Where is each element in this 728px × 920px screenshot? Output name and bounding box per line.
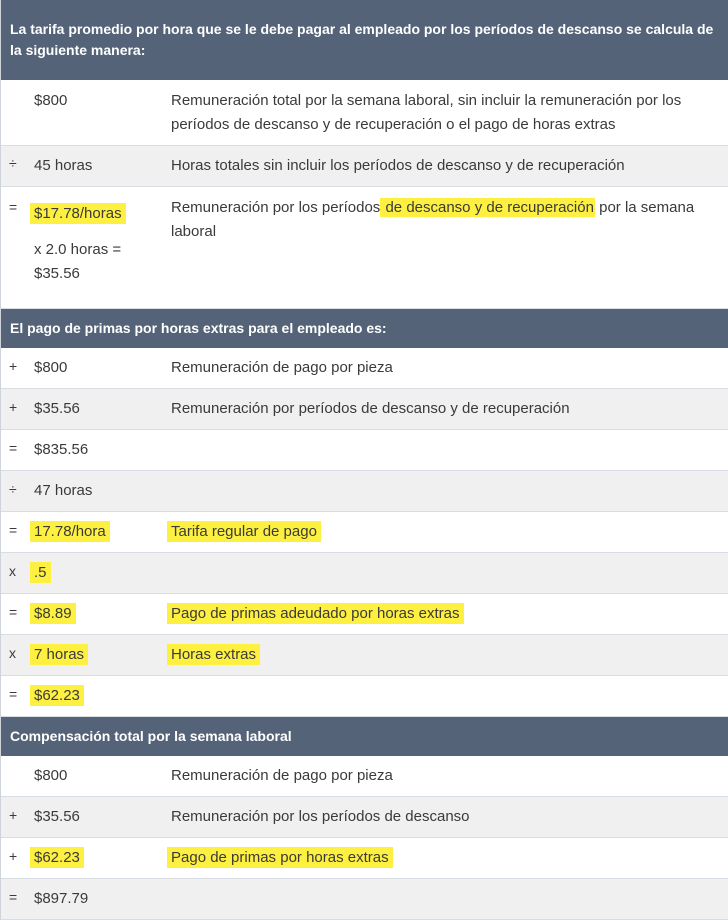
amount-wrap [34,520,159,544]
description-wrap [171,846,716,870]
section-header-text: El pago de primas por horas extras para el empleado es: [10,320,387,336]
description-wrap [171,643,716,667]
description: Remuneración de pago por pieza [171,359,393,376]
operator: + [9,848,18,864]
description: Remuneración por períodos de descanso y de recuperación [171,400,570,417]
table-row [1,756,728,797]
description-part: por la semana laboral [171,199,695,240]
amount: $800 [34,359,68,376]
operator: = [9,199,18,215]
table-row [1,594,728,635]
amount-block [34,202,159,286]
table-row [1,146,728,187]
table-row [1,471,728,512]
operator: + [9,399,18,415]
operator: x [9,563,16,579]
description: Horas totales sin incluir los períodos de descanso y de recuperación [171,157,625,174]
table-row [1,80,728,146]
description: Remuneración total por la semana laboral, sin incluir la remuneración por los períodos de descanso y de recuperación o el pago de horas extras [171,92,682,133]
amount-wrap [34,643,159,667]
section-header-total [1,717,728,756]
table-row [1,348,728,389]
operator: ÷ [9,155,17,171]
amount-highlighted: $17.78/horas [30,203,126,224]
description-wrap [171,520,716,544]
amount-wrap [34,684,159,708]
description-wrap [171,602,716,626]
section-header-text: Compensación total por la semana laboral [10,728,292,744]
description-highlighted: de descanso y de recuperación [381,199,594,216]
amount: $35.56 [34,400,80,417]
table-row [1,389,728,430]
amount: $835.56 [34,441,89,458]
operator: = [9,522,18,538]
amount: $897.79 [34,890,89,907]
table-row [1,879,728,920]
operator: ÷ [9,481,17,497]
amount: 45 horas [34,157,93,174]
table-row [1,635,728,676]
section-header-hourly-rate [1,0,728,80]
operator: + [9,358,18,374]
description [171,196,716,244]
amount-highlighted: $62.23 [30,847,84,868]
table-row [1,676,728,717]
amount: $35.56 [34,808,80,825]
section-header-overtime [1,309,728,348]
table-row [1,553,728,594]
amount-highlighted: $8.89 [30,603,76,624]
amount: $800 [34,767,68,784]
operator: = [9,604,18,620]
description: Remuneración de pago por pieza [171,767,393,784]
operator: + [9,807,18,823]
amount-wrap [34,602,159,626]
amount-highlighted: 17.78/hora [30,521,110,542]
description-highlighted: Pago de primas por horas extras [167,847,393,868]
description: Remuneración por los períodos de descanso [171,808,470,825]
description-highlighted: Tarifa regular de pago [167,521,321,542]
description-highlighted: Horas extras [167,644,260,665]
amount-highlighted: .5 [30,562,51,583]
amount: 47 horas [34,482,93,499]
operator: x [9,645,16,661]
operator: = [9,889,18,905]
amount-wrap [34,561,159,585]
amount-highlighted: $62.23 [30,685,84,706]
amount-result: $35.56 [34,265,80,282]
operator: = [9,686,18,702]
description-part: Remuneración por los períodos [171,199,381,216]
table-row [1,797,728,838]
description-highlighted: Pago de primas adeudado por horas extras [167,603,464,624]
table-row [1,430,728,471]
section-header-text: La tarifa promedio por hora que se le debe pagar al empleado por los períodos de descanso se calcula de la siguiente manera: [10,21,714,58]
operator: = [9,440,18,456]
amount-wrap [34,846,159,870]
table-row [1,838,728,879]
amount: $800 [34,92,68,109]
table-row [1,187,728,309]
table-row [1,512,728,553]
amount-highlighted: 7 horas [30,644,88,665]
amount-multiplier: x 2.0 horas = [34,241,122,258]
